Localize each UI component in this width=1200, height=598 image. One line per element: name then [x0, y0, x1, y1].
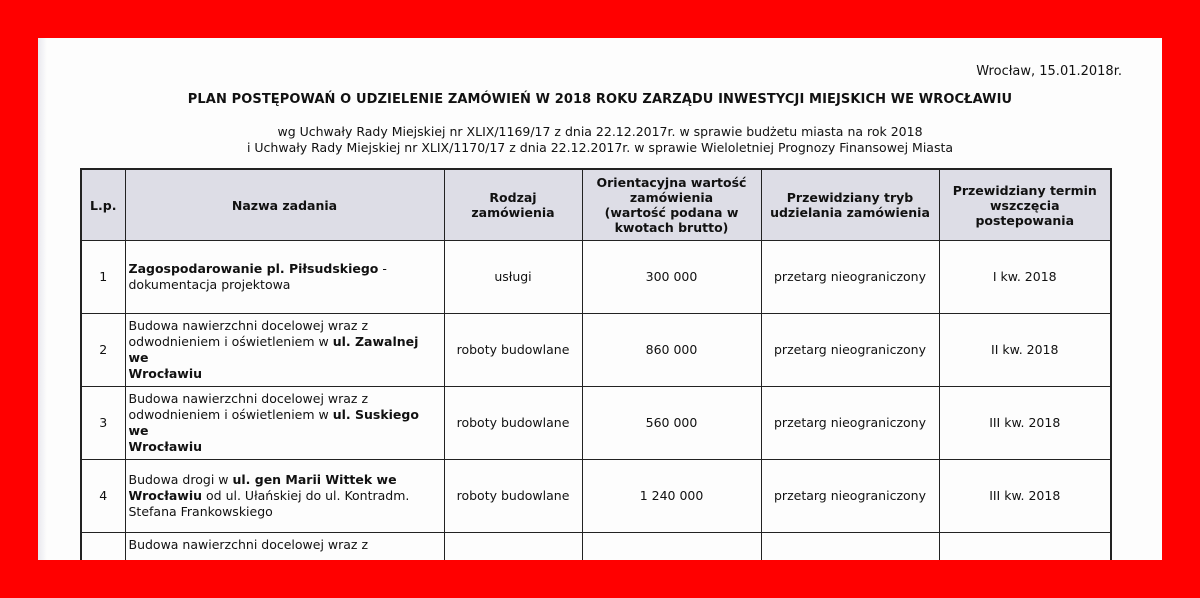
cell-start-term: I kw. 2018 — [939, 241, 1111, 314]
cell-start-term — [939, 533, 1111, 561]
cell-lp: 4 — [81, 460, 125, 533]
cell-lp: 1 — [81, 241, 125, 314]
cell-procedure-mode: przetarg nieograniczony — [761, 241, 939, 314]
cell-start-term: III kw. 2018 — [939, 387, 1111, 460]
cell-order-type: usługi — [444, 241, 582, 314]
subtitle-line-2: i Uchwały Rady Miejskiej nr XLIX/1170/17 z dnia 22.12.2017r. w sprawie Wieloletniej Prognozy Finansowej Miasta — [246, 140, 954, 155]
cell-order-type: roboty budowlane — [444, 387, 582, 460]
table-header-row — [81, 169, 1111, 241]
header-start-term: Przewidziany termin wszczęcia postepowania — [939, 169, 1111, 241]
paper-edge-shadow — [38, 38, 47, 560]
document-page — [38, 38, 1162, 560]
cell-task-name: Budowa nawierzchni docelowej wraz z odwodnieniem i oświetleniem w ul. Suskiego we Wrocławiu — [125, 387, 444, 460]
cell-estimated-value: 300 000 — [582, 241, 761, 314]
cell-task-name: Budowa nawierzchni docelowej wraz z — [125, 533, 444, 561]
cell-procedure-mode — [761, 533, 939, 561]
cell-start-term: III kw. 2018 — [939, 460, 1111, 533]
table-row — [81, 314, 1111, 387]
document-subtitle — [38, 124, 1162, 156]
procurement-plan-table — [80, 168, 1112, 560]
cell-procedure-mode: przetarg nieograniczony — [761, 314, 939, 387]
header-estimated-value: Orientacyjna wartość zamówienia (wartość podana w kwotach brutto) — [582, 169, 761, 241]
cell-order-type: roboty budowlane — [444, 314, 582, 387]
cell-procedure-mode: przetarg nieograniczony — [761, 387, 939, 460]
table-row — [81, 533, 1111, 561]
cell-estimated-value: 860 000 — [582, 314, 761, 387]
header-order-type: Rodzaj zamówienia — [444, 169, 582, 241]
table-row — [81, 387, 1111, 460]
table-row — [81, 460, 1111, 533]
cell-procedure-mode: przetarg nieograniczony — [761, 460, 939, 533]
header-lp: L.p. — [81, 169, 125, 241]
cell-order-type — [444, 533, 582, 561]
cell-estimated-value — [582, 533, 761, 561]
header-procedure-mode: Przewidziany tryb udzielania zamówienia — [761, 169, 939, 241]
cell-lp: 3 — [81, 387, 125, 460]
header-task-name: Nazwa zadania — [125, 169, 444, 241]
cell-task-name: Budowa nawierzchni docelowej wraz z odwodnieniem i oświetleniem w ul. Zawalnej we Wrocławiu — [125, 314, 444, 387]
cell-task-name: Zagospodarowanie pl. Piłsudskiego - dokumentacja projektowa — [125, 241, 444, 314]
cell-lp — [81, 533, 125, 561]
document-title: PLAN POSTĘPOWAŃ O UDZIELENIE ZAMÓWIEŃ W 2018 ROKU ZARZĄDU INWESTYCJI MIEJSKICH WE WROCŁAWIU — [187, 92, 1013, 107]
table-row — [81, 241, 1111, 314]
cell-estimated-value: 1 240 000 — [582, 460, 761, 533]
cell-lp: 2 — [81, 314, 125, 387]
document-date: Wrocław, 15.01.2018r. — [976, 64, 1122, 79]
cell-estimated-value: 560 000 — [582, 387, 761, 460]
cell-task-name: Budowa drogi w ul. gen Marii Wittek we Wrocławiu od ul. Ułańskiej do ul. Kontradm. Stefana Frankowskiego — [125, 460, 444, 533]
cell-order-type: roboty budowlane — [444, 460, 582, 533]
subtitle-line-1: wg Uchwały Rady Miejskiej nr XLIX/1169/17 z dnia 22.12.2017r. w sprawie budżetu miasta na rok 2018 — [277, 124, 923, 139]
cell-start-term: II kw. 2018 — [939, 314, 1111, 387]
